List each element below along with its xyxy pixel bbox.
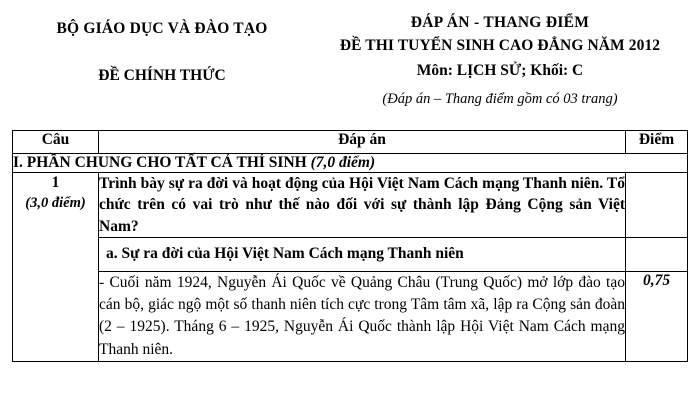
- column-header-answer: Đáp án: [99, 131, 626, 154]
- exam-subject: Môn: LỊCH SỬ; Khối: C: [416, 62, 584, 79]
- section-header-row: [13, 154, 688, 173]
- score-cell-subheading: [626, 238, 688, 271]
- column-header-question: Câu: [13, 131, 99, 154]
- score-cell-body: 0,75: [626, 271, 688, 362]
- pages-note: (Đáp án – Thang điểm gồm có 03 trang): [382, 91, 618, 107]
- question-number: 1: [51, 174, 60, 191]
- section-header-cell: [13, 154, 688, 173]
- section-points: (7,0 điểm): [310, 154, 376, 171]
- table-row: [13, 238, 688, 271]
- document-header: [0, 0, 700, 108]
- section-title: I. PHẦN CHUNG CHO TẤT CẢ THÍ SINH: [13, 154, 307, 171]
- table-row: [13, 271, 688, 362]
- answer-key-title: ĐÁP ÁN - THANG ĐIỂM: [410, 14, 590, 31]
- ministry-name: BỘ GIÁO DỤC VÀ ĐÀO TẠO: [56, 20, 268, 37]
- table-row: [13, 173, 688, 238]
- answer-subheading-cell: a. Sự ra đời của Hội Việt Nam Cách mạng Thanh niên: [99, 238, 626, 271]
- question-prompt-cell: Trình bày sự ra đời và hoạt động của Hội Việt Nam Cách mạng Thanh niên. Tổ chức trên có vai trò như thế nào đối với sự thành lập Đảng Cộng sản Việt Nam?: [99, 173, 626, 238]
- score-cell-prompt: [626, 173, 688, 238]
- exam-title: ĐỀ THI TUYỂN SINH CAO ĐẲNG NĂM 2012: [339, 37, 661, 54]
- header-right-block: [312, 14, 688, 108]
- answer-body-cell: - Cuối năm 1924, Nguyễn Ái Quốc về Quảng Châu (Trung Quốc) mở lớp đào tạo cán bộ, giác ngộ một số thanh niên tích cực trong Tâm tâm xã, lập ra Cộng sản đoàn (2 – 1925). Tháng 6 – 1925, Nguyễn Ái Quốc thành lập Hội Việt Nam Cách mạng Thanh niên.: [99, 271, 626, 362]
- column-header-score: Điểm: [626, 131, 688, 154]
- question-number-cell: [13, 173, 99, 362]
- header-left-block: [12, 14, 312, 85]
- question-points: (3,0 điểm): [25, 194, 86, 211]
- answer-key-table: [12, 130, 688, 362]
- table-header-row: [13, 131, 688, 154]
- official-exam-label: ĐỀ CHÍNH THỨC: [98, 67, 226, 84]
